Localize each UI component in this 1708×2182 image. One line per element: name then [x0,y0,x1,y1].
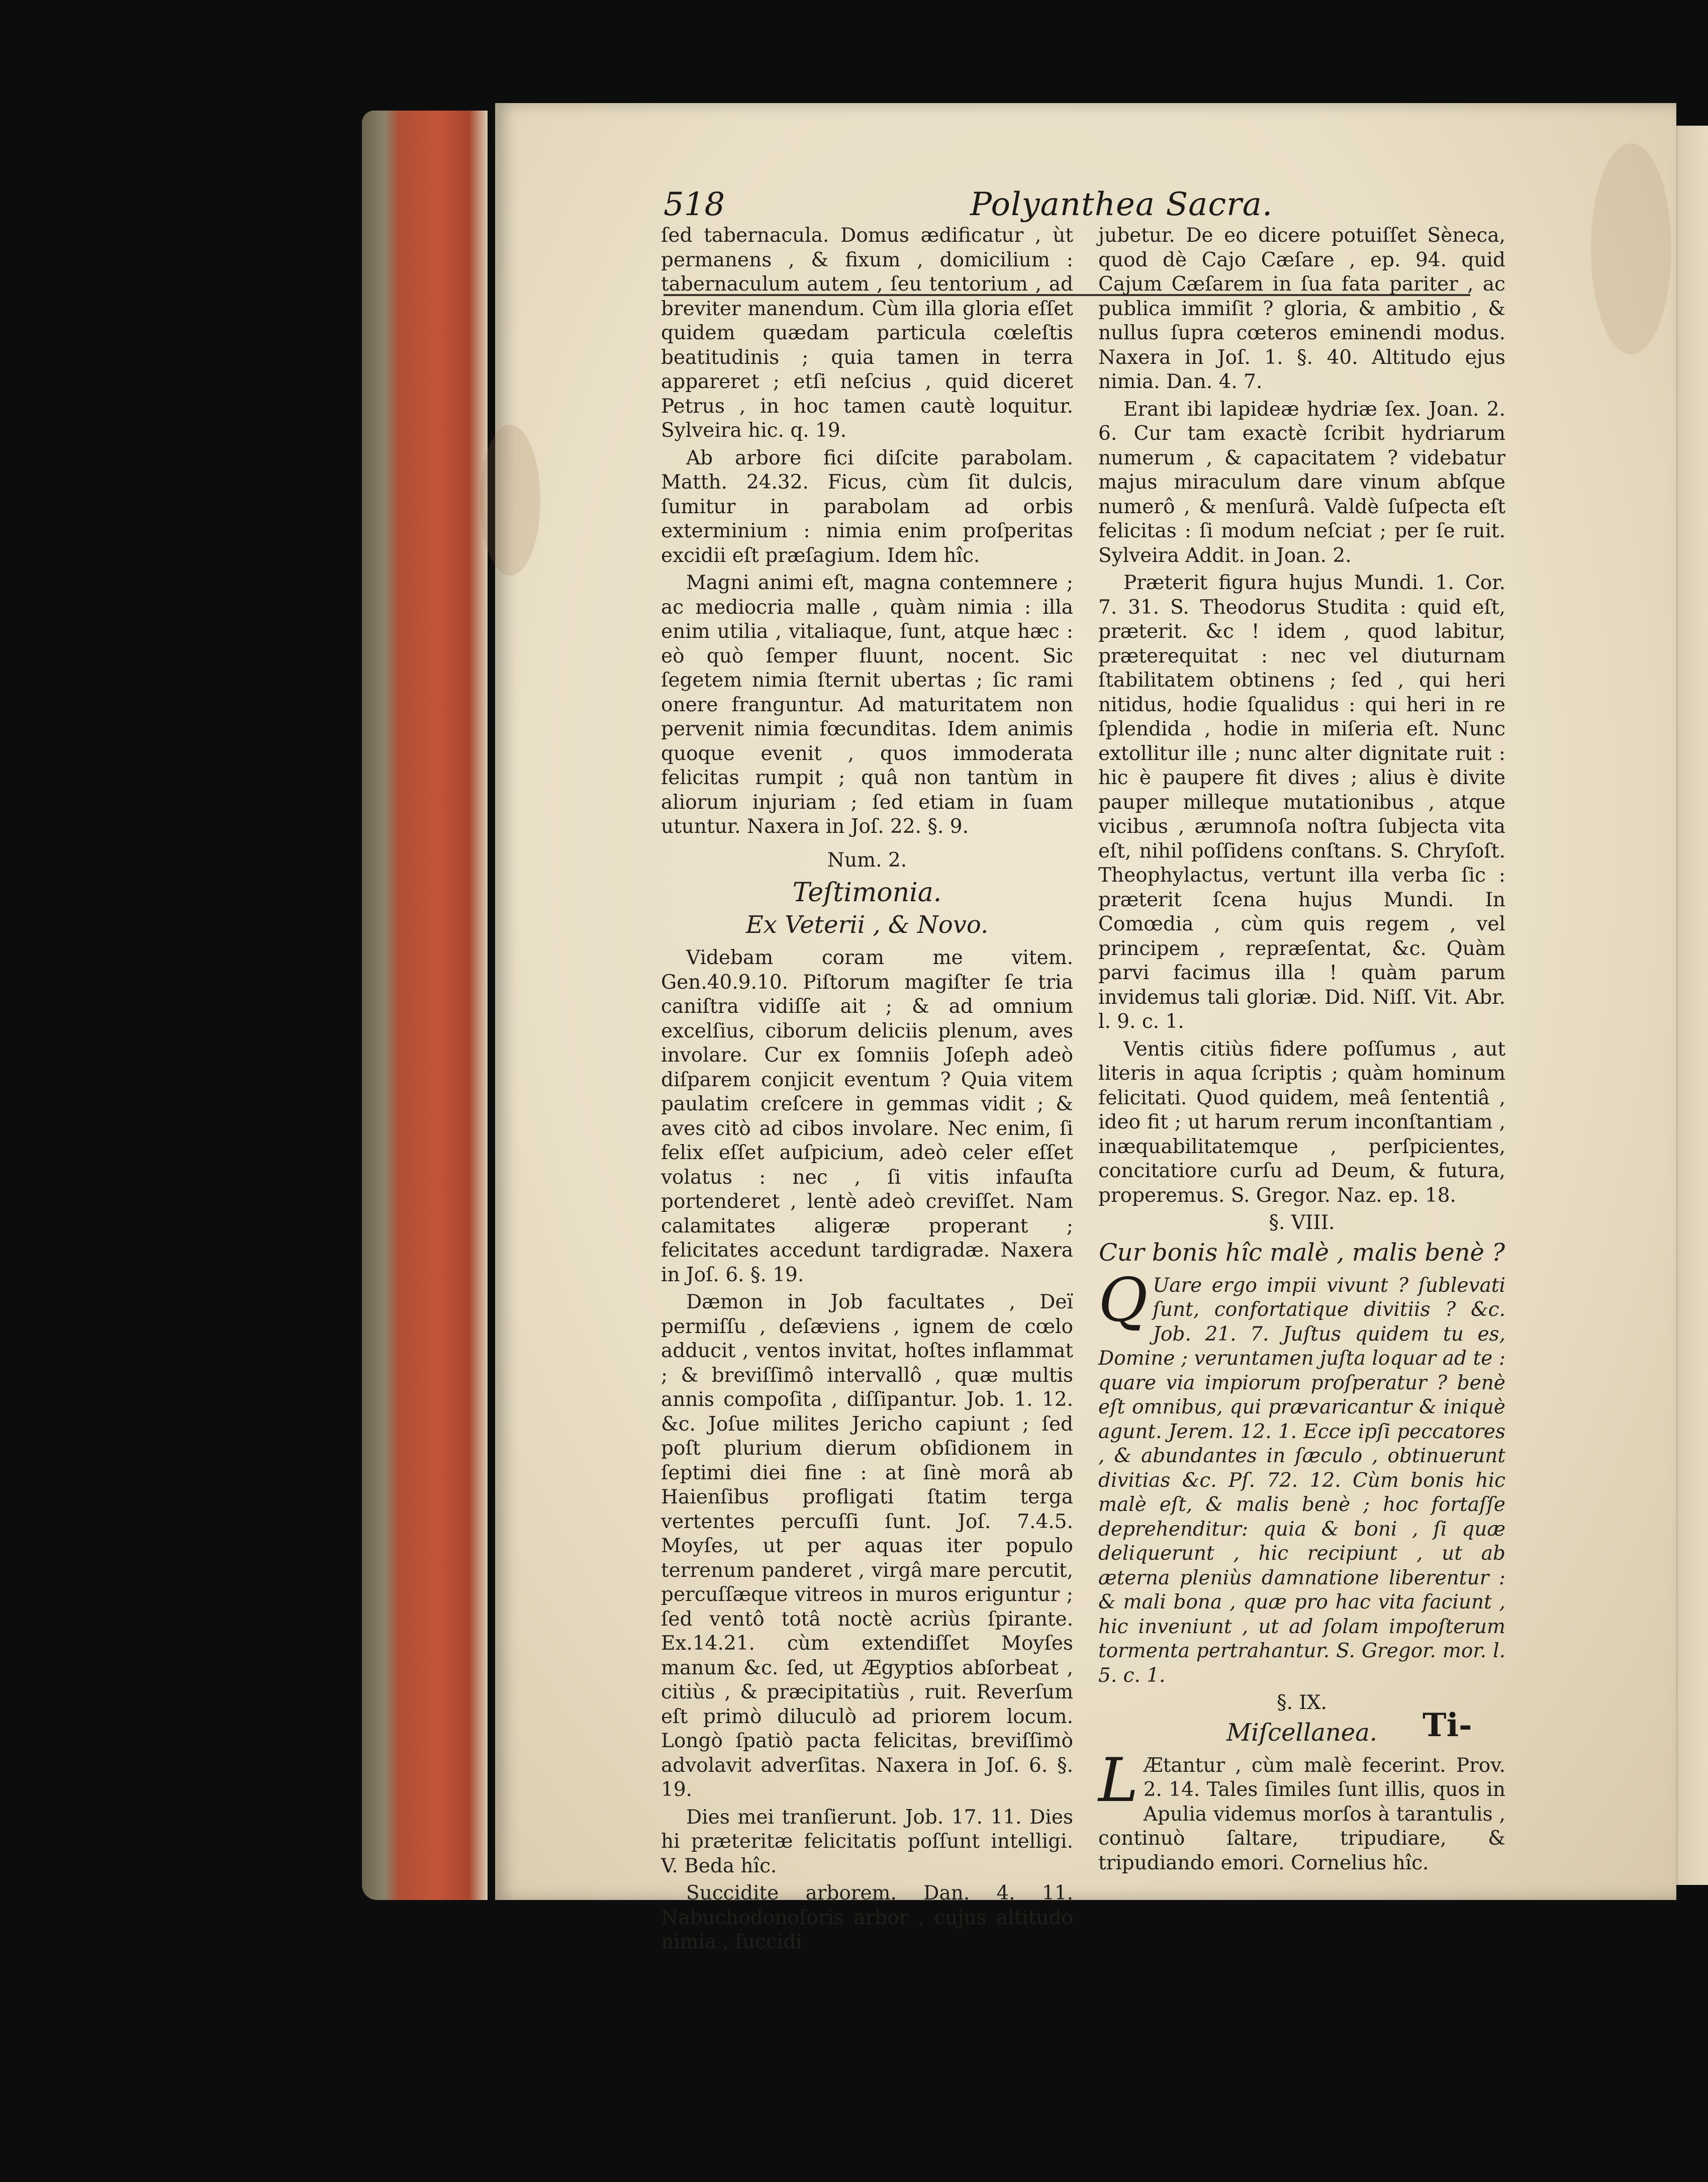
paragraph: Magni animi eſt, magna contemnere ; ac mediocria malle , quàm nimia : illa enim utilia , vitaliaque, ſunt, atque hæc : eò quò ſemper fluunt, nocent. Sic ſegetem nimia ſternit ubertas ; ſic rami onere franguntur. Ad maturitatem non pervenit nimia fœcunditas. Idem animis quoque evenit , quos immoderata felicitas rumpit ; quâ non tantùm in aliorum injuriam ; ſed etiam in ſuam utuntur. Naxera in Joſ. 22. §. 9. [661,572,1073,838]
paragraph: Ab arbore fici diſcite parabolam. Matth. 24.32. Ficus, cùm ſit dulcis, ſumitur in parabolam ad orbis exterminium : nimia enim proſperitas excidii eſt præſagium. Idem hîc. [661,446,1073,567]
paper-stain [1591,143,1671,354]
paragraph: Dies mei tranſierunt. Job. 17. 11. Dies hi præteritæ felicitatis poſſunt intelligi. V. Beda hîc. [661,1806,1073,1877]
paragraph: Videbam coram me vitem. Gen.40.9.10. Piſtorum magiſter ſe tria caniſtra vidiſſe ait ; & ad omnium excelſius, ciborum deliciis plenum, aves involare. Cur ex ſomniis Joſeph adeò diſparem conjicit eventum ? Quia vitem paulatim creſcere in gemmas vidit ; & aves citò ad cibos involare. Nec enim, ſi felix eſſet auſpicium, adeò celer eſſet volatus : nec , ſi vitis infauſta portenderet , lentè adeò creviſſet. Nam calamitates aligeræ properant ; felicitates accedunt tardigradæ. Naxera in Joſ. 6. §. 19. [661,946,1073,1286]
book-page [495,103,1676,1953]
section-ix: §. IX. [1277,1691,1327,1714]
paragraph-with-dropcap [1098,1745,1505,1876]
paragraph-text: Uare ergo impii vivunt ? ſublevati ſunt, confortatique divitiis ? &c. Job. 21. 7. Juſtus quidem tu es, Domine ; veruntamen juſta loquar ad te : quare via impiorum proſperatur ? benè eſt omnibus, qui prævaricantur & iniquè agunt. Jerem. 12. 1. Ecce ipſi peccatores , & abundantes in ſæculo , obtinuerunt divitias &c. Pſ. 72. 12. Cùm bonis hic malè eſt, & malis benè ; hoc fortaſſe deprehenditur: quia & boni , ſi quæ deliquerunt , hic recipiunt , ut ab æterna pleniùs damnatione liberentur : & mali bona , quæ pro hac vita faciunt , hic inveniunt , ut ad ſolam impoſterum tormenta pertrahantur. S. Gregor. mor. l. 5. c. 1. [1098,1274,1505,1687]
right-column [1098,224,1505,1878]
paragraph: Ventis citiùs fidere poſſumus , aut literis in aqua ſcriptis ; quàm hominum felicitati. Quod quidem, meâ ſententiâ , ideo fit ; ut harum rerum inconſtantiam , inæquabilitatemque , perſpicientes, concitatiore curſu ad Deum, & futura, properemus. S. Gregor. Naz. ep. 18. [1098,1037,1505,1207]
paragraph-with-dropcap [1098,1265,1505,1688]
left-column [661,224,1073,1958]
paragraph: jubetur. De eo dicere potuiſſet Sèneca, quod dè Cajo Cæſare , ep. 94. quid Cajum Cæſarem in ſua fata pariter , ac publica immiſit ? gloria, & ambitio , & nullus ſupra cœteros eminendi modus. Naxera in Joſ. 1. §. 40. Altitudo ejus nimia. Dan. 4. 7. [1098,224,1505,393]
paper-stain [480,425,540,576]
paragraph: Dæmon in Job facultates , Deï permiſſu , deſæviens , ignem de cœlo adducit , ventos invitat, hoſtes inflammat ; & breviſſimô intervallô , quæ multis annis compoſita , diſſipantur. Job. 1. 12. &c. Joſue milites Jericho capiunt ; ſed poſt plurium dierum obſidionem in ſeptimi diei fine : at ſinè morâ ab Haienſibus profligati ſtatim terga vertentes percuſſi ſunt. Joſ. 7.4.5. Moyſes, ut per aquas iter populo terrenum panderet , virgâ mare percutit, percuſſæque vitreos in muros eriguntur ; ſed ventô totâ noctè acriùs ſpirante. Ex.14.21. cùm extendiſſet Moyſes manum &c. ſed, ut Ægyptios abſorbeat , citiùs , & præcipitatiùs , ruit. Reverſum eſt primò diluculò ad priorem locum. Longò ſpatiò pacta felicitas, breviſſimò advolavit adverſitas. Naxera in Joſ. 6. §. 19. [661,1291,1073,1801]
paragraph: Succidite arborem. Dan. 4. 11. Nabuchodonoſoris arbor , cujus altitudo nimia , ſuccidi [661,1882,1073,1953]
paragraph-text: Ætantur , cùm malè fecerint. Prov. 2. 14. Tales ſimiles ſunt illis, quos in Apulia videmus morſos à tarantulis , continuò ſaltare, tripudiare, & tripudiando emori. Cornelius hîc. [1098,1754,1505,1874]
running-title: Polyanthea Sacra. [970,186,1273,223]
heading-miscellanea: Miſcellanea. [1226,1718,1378,1747]
paragraph: Præterit figura hujus Mundi. 1. Cor. 7. 31. S. Theodorus Studita : quid eſt, præterit. &c ! idem , quod labitur, præterequitat : nec vel diuturnam ſtabilitatem obtinens ; ſed , qui heri nitidus, hodie ſqualidus : qui heri in re ſplendida , hodie in miſeria eſt. Nunc extollitur ille ; nunc alter dignitate ruit : hic è paupere fit dives ; alius è divite pauper milleque mutationibus , atque vicibus , ærumnoſa noſtra ſubjecta vita eſt, nihil poſſidens conſtans. S. Chryſoſt. Theophylactus, vertunt illa verba ſic : præterit ſcena hujus Mundi. In Comœdia , cùm quis regem , vel principem , repræſentat, &c. Quàm parvi facimus illa ! quàm parum invidemus tali gloriæ. Did. Niſſ. Vit. Abr. l. 9. c. 1. [1098,572,1505,1033]
dropcap-l: L [1098,1745,1138,1816]
heading-cur-bonis: Cur bonis hîc malè , malis benè ? [1099,1238,1505,1267]
catchword: Ti- [1422,1706,1472,1744]
num-label: Num. 2. [827,848,907,872]
page-number: 518 [663,186,725,223]
dropcap-q: Q [1098,1265,1148,1336]
paragraph: Erant ibi lapideæ hydriæ ſex. Joan. 2. 6. Cur tam exactè ſcribit hydriarum numerum , & capacitatem ? videbatur majus miraculum dare vinum abſque numerô , & menſurâ. Valdè ſuſpecta eſt felicitas : ſi modum neſciat ; per ſe ruit. Sylveira Addit. in Joan. 2. [1098,398,1505,567]
paragraph: ſed tabernacula. Domus ædificatur , ùt permanens , & fixum , domicilium : tabernaculum autem , ſeu tentorium , ad breviter manendum. Cùm illa gloria eſſet quidem quædam particula cœleſtis beatitudinis ; quia tamen in terra appareret ; etſi neſcius , quid diceret Petrus , in hoc tamen cautè loquitur. Sylveira hic. q. 19. [661,224,1073,442]
book-page-edges [362,111,488,1900]
section-viii: §. VIII. [1269,1211,1335,1234]
heading-testimonia: Teſtimonia. [792,878,942,908]
heading-ex-veterii: Ex Veterii , & Novo. [745,911,989,939]
